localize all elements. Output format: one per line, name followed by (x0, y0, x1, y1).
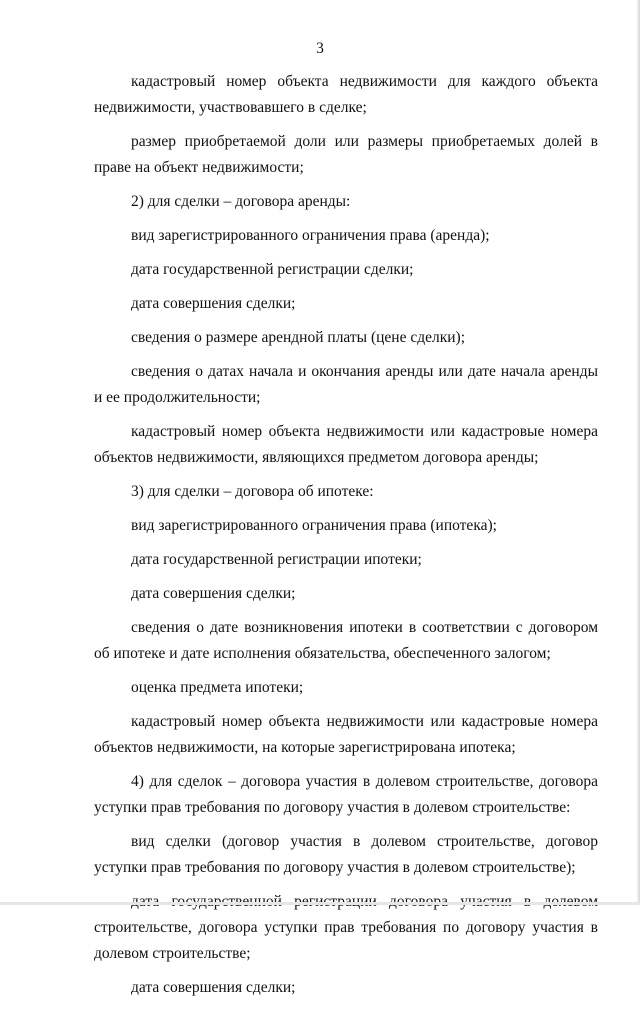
paragraph-share-size: размер приобретаемой доли или размеры приобретаемых долей в праве на объект недвижимости; (94, 133, 598, 176)
paragraph-mortgage-valuation: оценка предмета ипотеки; (131, 679, 304, 696)
paragraph-mortgage-dates: сведения о дате возникновения ипотеки в соответствии с договором об ипотеке и дате исполнения обязательства, обеспеченного залогом; (94, 619, 598, 662)
paragraph-lease-cadastral-numbers: кадастровый номер объекта недвижимости или кадастровые номера объектов недвижимости, являющихся предметом договора аренды; (94, 423, 598, 466)
paragraph-mortgage-restriction-type: вид зарегистрированного ограничения права (ипотека); (131, 517, 497, 534)
document-body (94, 69, 598, 1009)
paragraph-mortgage-cadastral-numbers: кадастровый номер объекта недвижимости или кадастровые номера объектов недвижимости, на которые зарегистрирована ипотека; (94, 713, 598, 756)
paragraph-mortgage-heading: 3) для сделки – договора об ипотеке: (131, 483, 374, 500)
paragraph-lease-restriction-type: вид зарегистрированного ограничения права (аренда); (131, 227, 490, 244)
paragraph-mortgage-registration-date: дата государственной регистрации ипотеки; (131, 551, 422, 568)
paragraph-lease-heading: 2) для сделки – договора аренды: (131, 193, 351, 210)
paragraph-shared-construction-deal-date: дата совершения сделки; (131, 979, 296, 996)
paragraph-lease-registration-date: дата государственной регистрации сделки; (131, 261, 414, 278)
paragraph-lease-rent-amount: сведения о размере арендной платы (цене сделки); (131, 329, 466, 346)
paragraph-shared-construction-heading: 4) для сделок – договора участия в долевом строительстве, договора уступки прав требования по договору участия в долевом строительстве: (94, 773, 598, 816)
paragraph-shared-construction-registration-date: строительстве, договора уступки прав требования по договору участия в долевом строительстве; (94, 919, 598, 962)
page-number: 3 (316, 40, 324, 57)
paragraph-shared-construction-deal-type: вид сделки (договор участия в долевом строительстве, договор уступки прав требования по договору участия в долевом строительстве); (94, 833, 598, 876)
paragraph-mortgage-deal-date: дата совершения сделки; (131, 585, 296, 602)
paragraph-lease-deal-date: дата совершения сделки; (131, 295, 296, 312)
paragraph-lease-dates: сведения о датах начала и окончания аренды или дате начала аренды и ее продолжительности; (94, 363, 598, 406)
paragraph-cadastral-number-each-object: кадастровый номер объекта недвижимости для каждого объекта недвижимости, участвовавшего в сделке; (94, 73, 598, 116)
